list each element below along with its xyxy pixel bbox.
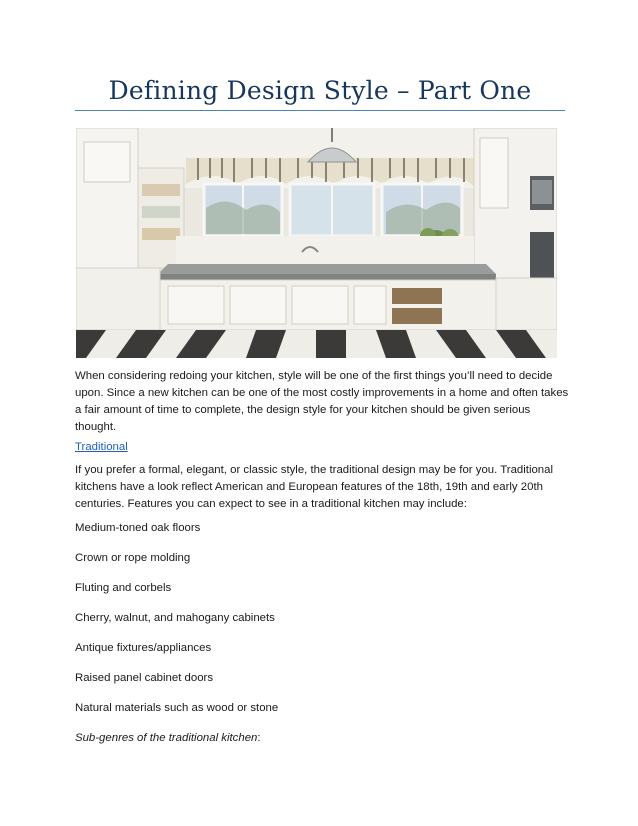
traditional-link[interactable]: Traditional — [75, 441, 128, 453]
intro-paragraph: When considering redoing your kitchen, style will be one of the first things you’ll need to decide upon. Since a new kitchen can be one of the most costly improvements in a home and often takes a fair amount of time to complete, the design style for your kitchen should be given serious thought. — [75, 370, 569, 433]
kitchen-illustration — [76, 128, 557, 358]
traditional-paragraph: If you prefer a formal, elegant, or classic style, the traditional design may be for you. Traditional kitchens have a look reflect American and European features of the 18th, 19th and early 20th centuries. Features you can expect to see in a traditional kitchen may include: — [75, 464, 554, 510]
feature-item: Natural materials such as wood or stone — [75, 702, 279, 714]
feature-item: Raised panel cabinet doors — [75, 672, 214, 684]
subgenres-heading — [75, 731, 261, 746]
page-title: Defining Design Style – Part One — [108, 76, 532, 105]
kitchen-photo — [76, 128, 557, 358]
subgenres-colon: : — [257, 732, 261, 744]
feature-item: Medium-toned oak floors — [75, 522, 201, 534]
subgenres-label: Sub-genres of the traditional kitchen — [75, 732, 258, 744]
feature-item: Antique fixtures/appliances — [75, 642, 212, 654]
feature-item: Crown or rope molding — [75, 552, 191, 564]
title-underline — [75, 110, 565, 111]
traditional-section-heading — [75, 439, 570, 456]
feature-item: Fluting and corbels — [75, 582, 172, 594]
feature-item: Cherry, walnut, and mahogany cabinets — [75, 612, 275, 624]
